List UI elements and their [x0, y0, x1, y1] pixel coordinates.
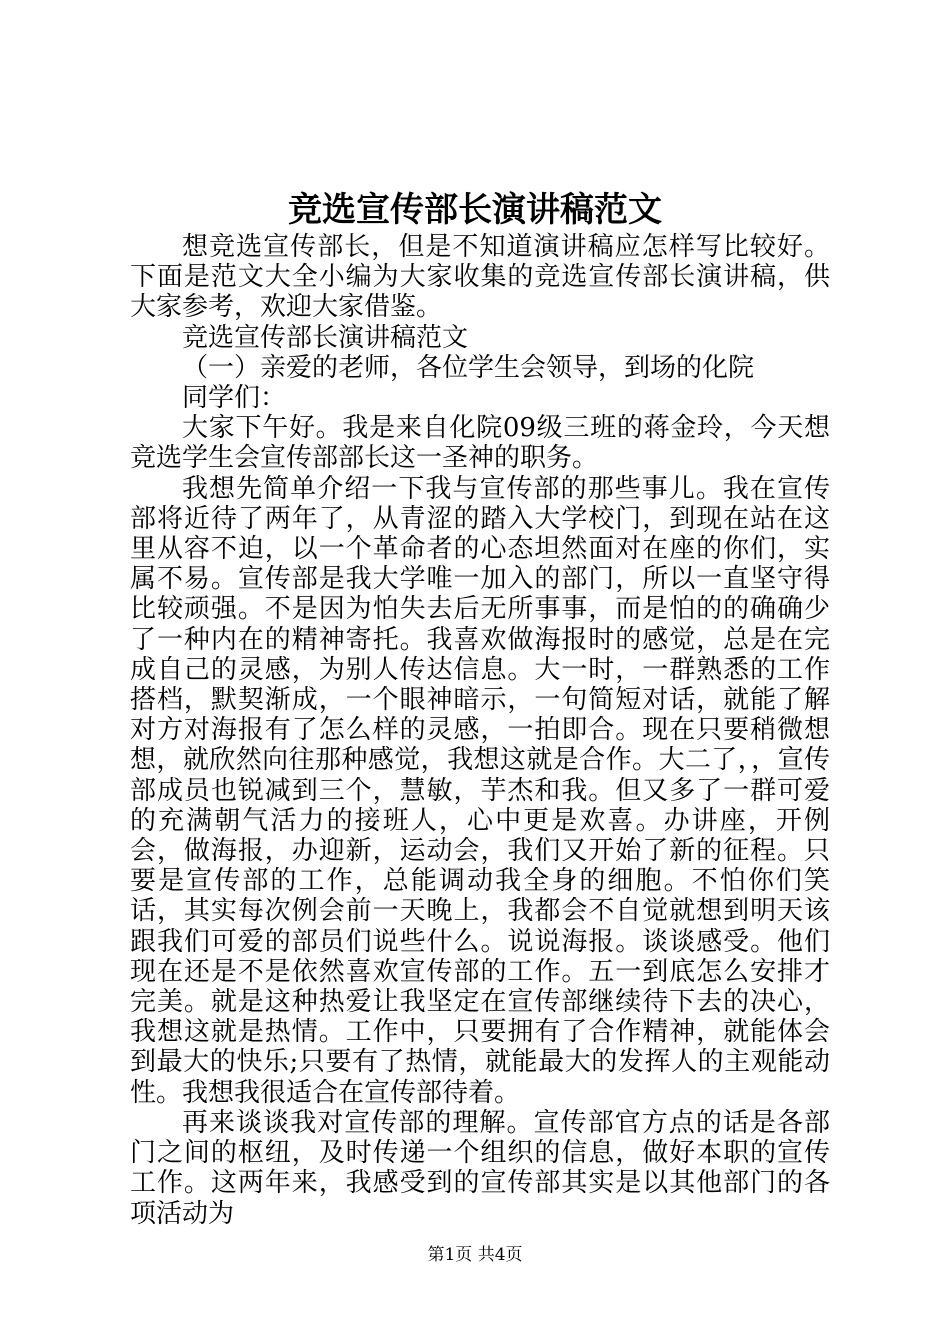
document-body [130, 232, 830, 1229]
paragraph: 同学们： [182, 383, 287, 414]
paragraph: 想竞选宣传部长，但是不知道演讲稿应怎样写比较好。下面是范文大全小编为大家收集的竞选宣传部长演讲稿，供大家参考，欢迎大家借鉴。 [130, 232, 830, 323]
document-title: 竞选宣传部长演讲稿范文 [288, 190, 662, 230]
paragraph: 我想先简单介绍一下我与宣传部的那些事儿。我在宣传部将近待了两年了，从青涩的踏入大学校门，到现在站在这里从容不迫，以一个革命者的心态坦然面对在座的你们，实属不易。宣传部是我大学唯一加入的部门，所以一直坚守得比较顽强。不是因为怕失去后无所事事，而是怕的的确确少了一种内在的精神寄托。我喜欢做海报时的感觉，总是在完成自己的灵感，为别人传达信息。大一时，一群熟悉的工作搭档，默契渐成，一个眼神暗示，一句简短对话，就能了解对方对海报有了怎么样的灵感，一拍即合。现在只要稍微想想，就欣然向往那种感觉，我想这就是合作。大二了，，宣传部成员也锐减到三个，慧敏，芋杰和我。但又多了一群可爱的充满朝气活力的接班人，心中更是欢喜。办讲座，开例会，做海报，办迎新，运动会，我们又开始了新的征程。只要是宣传部的工作，总能调动我全身的细胞。不怕你们笑话，其实每次例会前一天晚上，我都会不自觉就想到明天该跟我们可爱的部员们说些什么。说说海报。谈谈感受。他们现在还是不是依然喜欢宣传部的工作。五一到底怎么安排才完美。就是这种热爱让我坚定在宣传部继续待下去的决心，我想这就是热情。工作中，只要拥有了合作精神，就能体会到最大的快乐;只要有了热情，就能最大的发挥人的主观能动性。我想我很适合在宣传部待着。 [130, 473, 830, 1108]
paragraph: 大家下午好。我是来自化院09级三班的蒋金玲，今天想竞选学生会宣传部部长这一圣神的职务。 [130, 413, 830, 474]
paragraph: 竞选宣传部长演讲稿范文 [182, 322, 469, 353]
page-footer: 第1页 共4页 [427, 1245, 523, 1265]
paragraph: （一）亲爱的老师，各位学生会领导，到场的化院 [182, 352, 755, 383]
paragraph: 再来谈谈我对宣传部的理解。宣传部官方点的话是各部门之间的枢纽，及时传递一个组织的信息，做好本职的宣传工作。这两年来，我感受到的宣传部其实是以其他部门的各项活动为 [130, 1107, 830, 1229]
